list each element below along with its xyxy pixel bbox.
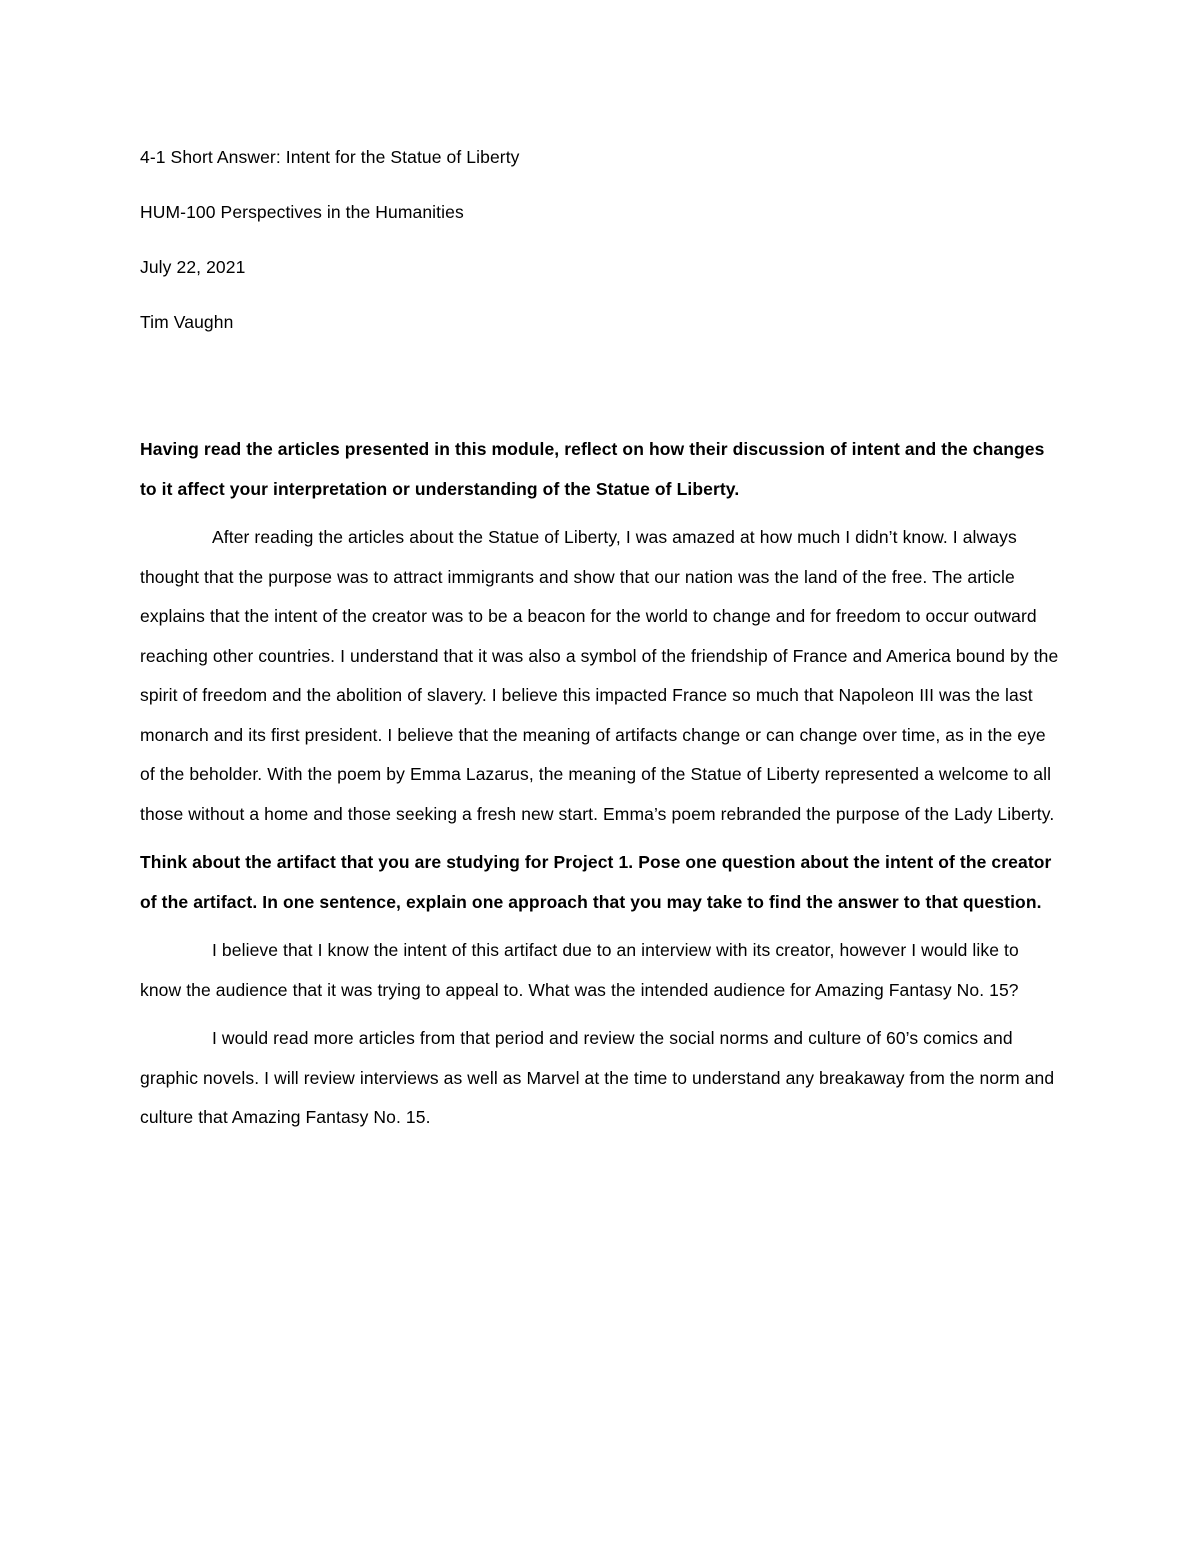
header-spacer — [140, 358, 1060, 430]
prompt-question-1: Having read the articles presented in this module, reflect on how their discussion of intent and the changes to it affect your interpretation or understanding of the Statue of Liberty. — [140, 439, 1045, 499]
answer-paragraph-1: After reading the articles about the Statue of Liberty, I was amazed at how much I didn’t know. I always thought that the purpose was to attract immigrants and show that our nation was the land of the free. The article explains that the intent of the creator was to be a beacon for the world to change and for freedom to occur outward reaching other countries. I understand that it was also a symbol of the friendship of France and America bound by the spirit of freedom and the abolition of slavery. I believe this impacted France so much that Napoleon III was the last monarch and its first president. I believe that the meaning of artifacts change or can change over time, as in the eye of the beholder. With the poem by Emma Lazarus, the meaning of the Statue of Liberty represented a welcome to all those without a home and those seeking a fresh new start. Emma’s poem rebranded the purpose of the Lady Liberty. — [140, 527, 1059, 824]
assignment-title: 4-1 Short Answer: Intent for the Statue of Liberty — [140, 147, 520, 167]
document-body — [140, 138, 1060, 1147]
answer-paragraph-2b: I would read more articles from that period and review the social norms and culture of 60’s comics and graphic novels. I will review interviews as well as Marvel at the time to understand any breakaway from the norm and culture that Amazing Fantasy No. 15. — [140, 1028, 1055, 1127]
document-date: July 22, 2021 — [140, 257, 246, 277]
course-name: HUM-100 Perspectives in the Humanities — [140, 202, 464, 222]
author-name: Tim Vaughn — [140, 312, 234, 332]
answer-paragraph-2a: I believe that I know the intent of this artifact due to an interview with its creator, however I would like to know the audience that it was trying to appeal to. What was the intended audience for Amazing Fantasy No. 15? — [140, 940, 1019, 1000]
prompt-question-2: Think about the artifact that you are studying for Project 1. Pose one question about the intent of the creator of the artifact. In one sentence, explain one approach that you may take to find the answer to that question. — [140, 852, 1052, 912]
